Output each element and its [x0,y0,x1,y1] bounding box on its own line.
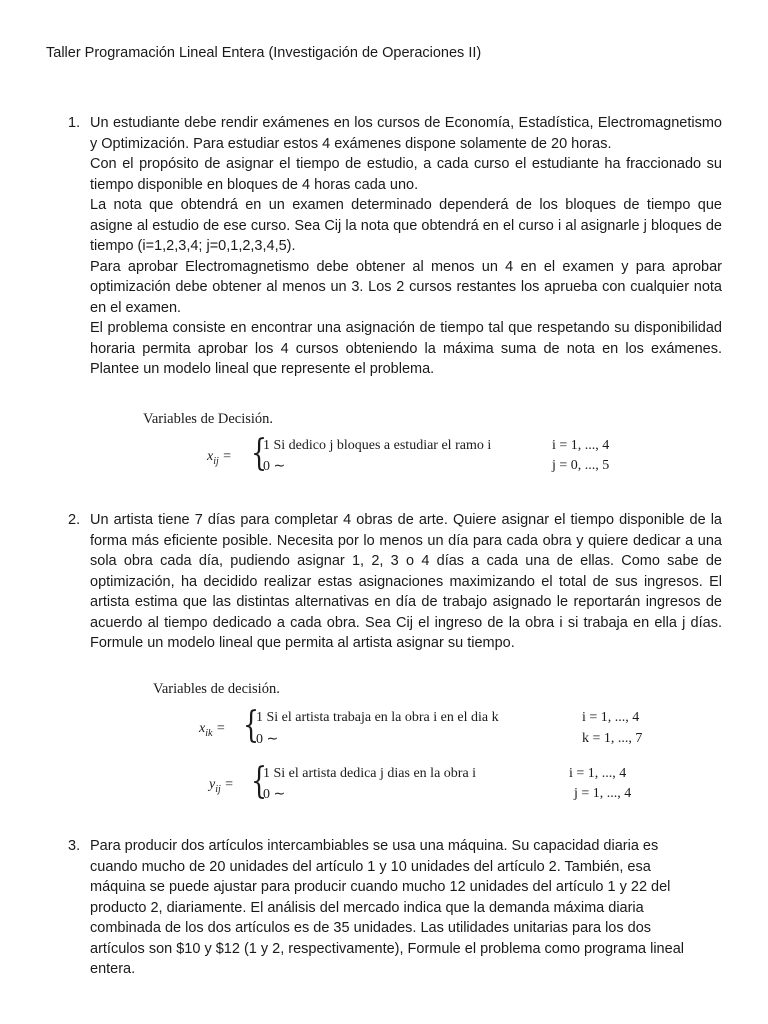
brace: { [251,761,268,802]
problem-paragraph: La nota que obtendrá en un examen determinado dependerá de los bloques de tiempo que asigne al estudio de ese curso. Sea Cij la nota que obtendrá en el curso i al asignarle j bloques de tiempo (i=1,2,3,4; j=0,1,2,3,4,5). [90,197,722,254]
problem-line: producto 2, diariamente. El análisis del mercado indica que la demanda máxima diaria [90,899,644,916]
case-one: 1 Si dedico j bloques a estudiar el ramo i [263,438,492,453]
problem-paragraph: Un estudiante debe rendir exámenes en los cursos de Economía, Estadística, Electromagnetismo y Optimización. Para estudiar estos 4 exámenes dispone solamente de 20 horas. [90,115,722,152]
problem-number: 3. [68,838,81,854]
case-zero: 0 ∼ [263,459,286,474]
case-zero: 0 ∼ [263,787,286,802]
case-one: 1 Si el artista trabaja en la obra i en el dia k [256,710,499,725]
problem-1 [68,113,722,380]
variables-heading: Variables de decisión. [153,681,280,697]
problem-line: máquina se puede ajustar para producir cuando mucho 12 unidades del artículo 1 y 22 del [90,879,671,895]
problem-2 [68,510,722,654]
variable-symbol: $x_{ik}$ = [199,721,226,739]
problem-paragraph: El problema consiste en encontrar una asignación de tiempo tal que respetando su disponibilidad horaria permita aprobar los 4 cursos obteniendo la máxima suma de nota en los exámenes. Plantee un modelo lineal que represente el problema. [90,320,722,377]
range-i: i = 1, ..., 4 [582,710,640,725]
range-j: j = 0, ..., 5 [552,458,610,473]
problem-paragraph: Un artista tiene 7 días para completar 4 obras de arte. Quiere asignar el tiempo disponible de la forma más eficiente posible. Necesita por lo menos un día para cada obra y quiere dedicar a una sola obra cada día, pudiendo asignar 1, 2, 3 o 4 días a cada una de ellas. Como sabe de optimización, ha decidido realizar estas asignaciones maximizando el total de sus ingresos. El artista estima que las distintas alternativas en día de trabajo asignado le reportarán ingresos de acuerdo al tiempo dedicado a cada obra. Sea Cij el ingreso de la obra i si trabaja en ella j días. Formule un modelo lineal que permita al artista asignar su tiempo. [90,512,722,651]
problem-number: 2. [68,512,81,528]
range-k: k = 1, ..., 7 [582,731,643,746]
problem-paragraph: Para aprobar Electromagnetismo debe obtener al menos un 4 en el examen y para aprobar optimización debe obtener al menos un 3. Los 2 cursos restantes los aprueba con cualquier nota en el examen. [90,258,722,316]
problem-line: artículos son $10 y $12 (1 y 2, respectivamente), Formule el problema como programa lineal [90,940,684,957]
case-one: 1 Si el artista dedica j dias en la obra i [263,766,477,781]
problem-line: Para producir dos artículos intercambiables se usa una máquina. Su capacidad diaria es [90,838,659,854]
document-title: Taller Programación Lineal Entera (Investigación de Operaciones II) [46,45,482,61]
problem-paragraph: Con el propósito de asignar el tiempo de estudio, a cada curso el estudiante ha fraccionado su tiempo disponible en bloques de 4 horas cada uno. [90,156,722,193]
range-j: j = 1, ..., 4 [574,786,632,801]
brace: { [251,433,268,474]
range-i: i = 1, ..., 4 [552,438,610,453]
problem-line: cuando mucho de 20 unidades del artículo 1 y 10 unidades del artículo 2. También, esa [90,858,651,875]
problem-3 [68,836,722,980]
problem-line: entera. [90,961,136,977]
variables-heading: Variables de Decisión. [143,411,274,427]
variable-symbol: $y_{ij}$ = [209,777,234,795]
problem-number: 1. [68,115,81,131]
problem-line: combinada de los dos artículos es de 35 unidades. Las utilidades unitarias para los dos [90,920,652,936]
case-zero: 0 ∼ [256,732,279,747]
variable-symbol: $x_{ij}$ = [207,449,232,467]
range-i: i = 1, ..., 4 [569,766,627,781]
brace: { [243,705,260,746]
